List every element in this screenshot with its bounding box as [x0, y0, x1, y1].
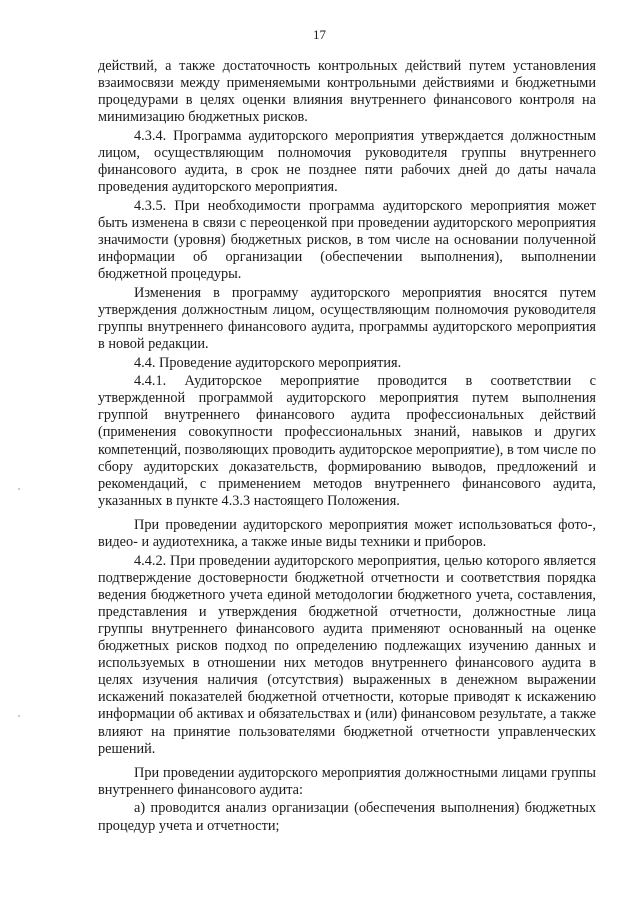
- scan-margin-mark: [18, 715, 20, 717]
- document-body: [98, 58, 596, 836]
- paragraph-4-3-4: 4.3.4. Программа аудиторского мероприятия утверждается должностным лицом, осуществляющим полномочия руководителя группы внутреннего финансового аудита, в срок не позднее пяти рабочих дней до даты начала проведения аудиторского мероприятия.: [98, 127, 596, 196]
- paragraph-equipment: При проведении аудиторского мероприятия может использоваться фото-, видео- и аудиотехника, а также иные виды техники и приборов.: [98, 516, 596, 551]
- page-number: 17: [313, 27, 326, 42]
- paragraph-4-3-5: 4.3.5. При необходимости программа аудиторского мероприятия может быть изменена в связи с переоценкой при проведении аудиторского мероприятия значимости (уровня) бюджетных рисков, в том числе на основании полученной информации об организации (обеспечении выполнения), выполнении бюджетной процедуры.: [98, 197, 596, 283]
- scan-margin-mark: [18, 488, 20, 490]
- paragraph-item-a: а) проводится анализ организации (обеспечения выполнения) бюджетных процедур учета и отчетности;: [98, 800, 596, 834]
- paragraph-4-4-1: 4.4.1. Аудиторское мероприятие проводится в соответствии с утвержденной программой аудиторского мероприятия путем выполнения группой внутреннего финансового аудита профессиональных действий (применения совокупности профессиональных знаний, навыков и других компетенций, позволяющих проводить аудиторское мероприятие), в том числе по сбору аудиторских доказательств, формированию выводов, предложений и рекомендаций, с применением методов внутреннего финансового аудита, указанных в пункте 4.3.3 настоящего Положения.: [98, 373, 596, 509]
- paragraph-audit-actions-intro: При проведении аудиторского мероприятия должностными лицами группы внутреннего финансового аудита:: [98, 764, 596, 798]
- paragraph-program-changes: Изменения в программу аудиторского мероприятия вносятся путем утверждения должностным лицом, осуществляющим полномочия руководителя группы внутреннего финансового аудита, программы аудиторского мероприятия в новой редакции.: [98, 284, 596, 352]
- paragraph-4-4-heading: 4.4. Проведение аудиторского мероприятия.: [134, 354, 402, 371]
- paragraph-continuation: действий, а также достаточность контрольных действий путем установления взаимосвязи между применяемыми контрольными действиями и бюджетными процедурами в целях оценки влияния внутреннего финансового контроля на минимизацию бюджетных рисков.: [98, 58, 596, 126]
- paragraph-4-4-2: 4.4.2. При проведении аудиторского мероприятия, целью которого является подтверждение достоверности бюджетной отчетности и соответствия порядка ведения бюджетного учета единой методологии бюджетного учета, составления, представления и утверждения бюджетной отчетности, должностные лица группы внутреннего финансового аудита применяют основанный на оценке бюджетных рисков подход по определению подлежащих изучению данных и используемых в отношении них методов внутреннего финансового аудита в целях изучения наличия (отсутствия) выраженных в денежном выражении искажений показателей бюджетной отчетности, которые приводят к искажению информации об активах и обязательствах и (или) финансовом результате, а также влияют на принятие пользователями бюджетной отчетности управленческих решений.: [98, 552, 596, 757]
